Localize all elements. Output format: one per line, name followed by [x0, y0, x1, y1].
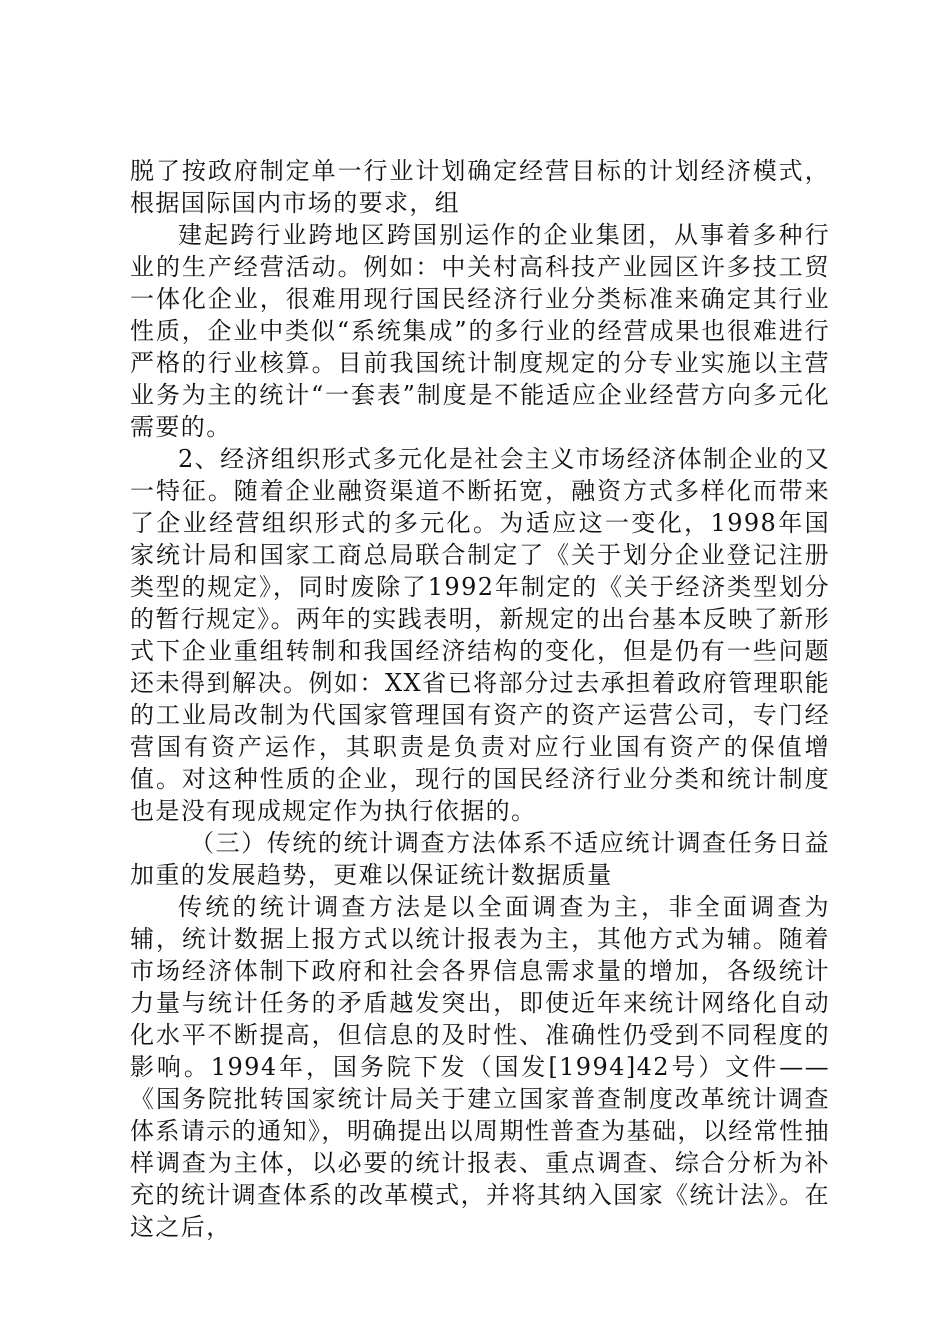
paragraph-organization-forms: 2、经济组织形式多元化是社会主义市场经济体制企业的又一特征。随着企业融资渠道不断拓宽，融资方式多样化而带来了企业经营组织形式的多元化。为适应这一变化，1998年国家统计局和国家工商总局联合制定了《关于划分企业登记注册类型的规定》，同时废除了1992年制定的《关于经济类型划分的暂行规定》。两年的实践表明，新规定的出台基本反映了新形式下企业重组转制和我国经济结构的变化，但是仍有一些问题还未得到解决。例如：XX省已将部分过去承担着政府管理职能的工业局改制为代国家管理国有资产的资产运营公司，专门经营国有资产运作，其职责是负责对应行业国有资产的保值增值。对这种性质的企业，现行的国民经济行业分类和统计制度也是没有现成规定作为执行依据的。: [130, 445, 830, 825]
paragraph-enterprise-groups: 建起跨行业跨地区跨国别运作的企业集团，从事着多种行业的生产经营活动。例如：中关村高科技产业园区许多技工贸一体化企业，很难用现行国民经济行业分类标准来确定其行业性质，企业中类似“系统集成”的多行业的经营成果也很难进行严格的行业核算。目前我国统计制度规定的分专业实施以主营业务为主的统计“一套表”制度是不能适应企业经营方向多元化需要的。: [130, 221, 830, 441]
paragraph-survey-methods: 传统的统计调查方法是以全面调查为主，非全面调查为辅，统计数据上报方式以统计报表为主，其他方式为辅。随着市场经济体制下政府和社会各界信息需求量的增加，各级统计力量与统计任务的矛盾越发突出，即使近年来统计网络化自动化水平不断提高，但信息的及时性、准确性仍受到不同程度的影响。1994年，国务院下发（国发[1994]42号）文件——《国务院批转国家统计局关于建立国家普查制度改革统计调查体系请示的通知》，明确提出以周期性普查为基础，以经常性抽样调查为主体，以必要的统计报表、重点调查、综合分析为补充的统计调查体系的改革模式，并将其纳入国家《统计法》。在这之后，: [130, 893, 830, 1241]
body-text: [130, 155, 830, 1243]
section-heading-3: （三）传统的统计调查方法体系不适应统计调查任务日益加重的发展趋势，更难以保证统计数据质量: [130, 829, 830, 889]
paragraph-continuation: 脱了按政府制定单一行业计划确定经营目标的计划经济模式，根据国际国内市场的要求，组: [130, 157, 830, 217]
